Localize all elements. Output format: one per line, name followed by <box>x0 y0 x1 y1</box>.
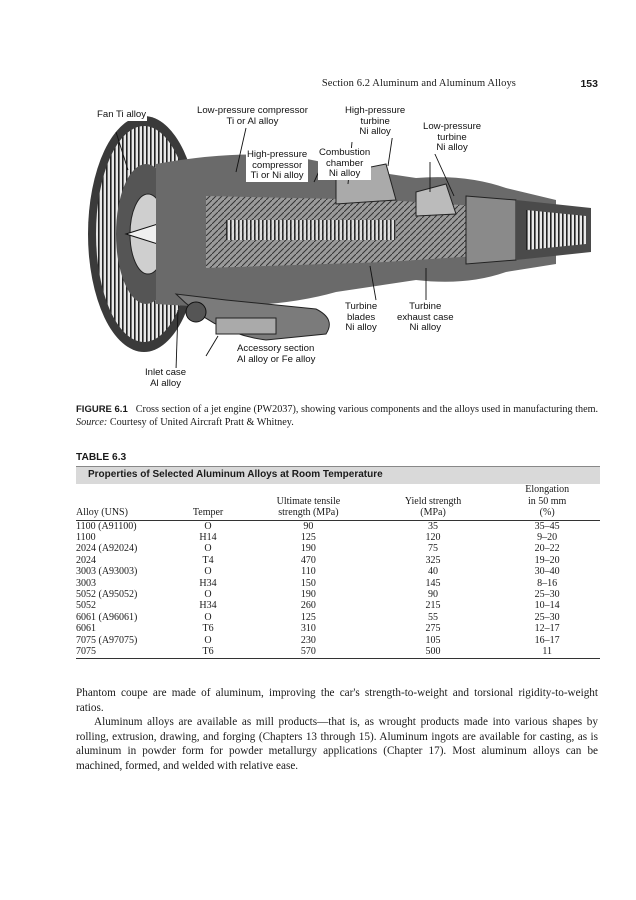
section-title: Section 6.2 Aluminum and Aluminum Alloys <box>321 78 516 89</box>
header-temper <box>171 484 245 520</box>
cell-alloy: 1100 (A91100) <box>76 520 137 532</box>
cell-alloy: 3003 (A93003) <box>76 566 138 578</box>
cell-yield: 55 <box>428 611 439 623</box>
cell-alloy: 2024 (A92024) <box>76 543 138 555</box>
cell-temper: O <box>204 520 212 532</box>
cell-uts: 150 <box>300 577 316 589</box>
table-row <box>76 635 600 646</box>
callout-hp-compressor-line-2: compressor <box>252 159 303 171</box>
table-label: TABLE 6.3 <box>76 452 127 463</box>
cell-temper: O <box>204 634 212 646</box>
figure-caption-text: Cross section of a jet engine (PW2037), showing various components and the alloys used in manufacturing them. <box>135 404 599 415</box>
callout-accessory-line-2: Al alloy or Fe alloy <box>237 353 316 365</box>
callout-turbine-blades-line-2: blades <box>346 311 376 323</box>
cell-elongation: 30–40 <box>534 566 560 578</box>
header-uts-line-2: strength (MPa) <box>278 507 339 518</box>
table-row <box>76 623 600 634</box>
callout-fan-text: Fan Ti alloy <box>97 109 147 120</box>
cell-temper: O <box>204 611 212 623</box>
callout-hp-turbine <box>344 106 406 138</box>
callout-hp-compressor-line-1: High-pressure <box>247 149 308 160</box>
cell-uts: 190 <box>300 543 316 555</box>
callout-lp-compressor-line-2: Ti or Al alloy <box>226 115 279 127</box>
cell-yield: 325 <box>425 554 441 566</box>
table-row <box>76 589 600 600</box>
figure-caption <box>76 403 600 429</box>
cell-elongation: 20–22 <box>534 543 560 555</box>
cell-temper: O <box>204 588 212 600</box>
callout-combustion <box>318 148 371 180</box>
table-row <box>76 532 600 543</box>
header-alloy-text: Alloy (UNS) <box>76 507 128 518</box>
cell-uts: 230 <box>300 634 316 646</box>
paragraph-1: Phantom coupe are made of aluminum, improving the car's strength-to-weight and torsional rigidity-to-weight ratios. <box>76 687 598 714</box>
callout-turbine-blades <box>344 302 378 334</box>
header-yield-line-2: (MPa) <box>420 507 446 518</box>
callout-hp-turbine-line-1: High-pressure <box>345 105 406 116</box>
callout-fan <box>96 110 147 121</box>
cell-yield: 90 <box>428 588 439 600</box>
jet-engine-figure <box>86 104 596 400</box>
cell-elongation: 16–17 <box>534 634 560 646</box>
cell-temper: O <box>204 543 212 555</box>
cell-temper: H14 <box>199 531 217 543</box>
callout-hp-compressor-line-3: Ti or Ni alloy <box>250 170 304 181</box>
callout-combustion-line-1: Combustion <box>319 147 371 158</box>
figure-caption-label: FIGURE 6.1 <box>76 404 128 415</box>
callout-lp-turbine <box>422 122 482 154</box>
cell-uts: 310 <box>300 623 316 635</box>
callout-combustion-line-2: chamber <box>325 157 364 169</box>
table-row <box>76 612 600 623</box>
cell-temper: T6 <box>171 646 245 659</box>
cell-yield: 35 <box>428 520 439 532</box>
cell-uts: 470 <box>300 554 316 566</box>
table-row <box>76 543 600 554</box>
callout-accessory-section <box>236 344 316 365</box>
paragraph-2: Aluminum alloys are available as mill products—that is, as wrought products made into various shapes by rolling, extrusion, drawing, and forging (Chapters 13 through 15). Aluminum ingots are available for casting, as is aluminum in powder form for powder metallurgy applications (Chapter 17). Most aluminum alloys can be machined, formed, and welded with relative ease. <box>76 716 598 772</box>
header-elongation-line-2: in 50 mm <box>527 495 567 507</box>
cell-uts: 90 <box>303 520 314 532</box>
callout-combustion-line-3: Ni alloy <box>328 168 361 179</box>
cell-temper: O <box>204 566 212 578</box>
callout-turbine-blades-line-1: Turbine <box>345 301 378 312</box>
cell-alloy: 7075 <box>76 646 171 659</box>
cell-elongation: 8–16 <box>537 577 558 589</box>
header-yield <box>372 484 495 520</box>
cell-alloy: 5052 (A95052) <box>76 588 138 600</box>
cell-elongation: 19–20 <box>534 554 560 566</box>
cell-uts: 570 <box>245 646 372 659</box>
callout-inlet-line-1: Inlet case <box>145 367 187 378</box>
header-elongation-line-3: (%) <box>539 507 555 518</box>
header-yield-line-1: Yield strength <box>404 495 462 507</box>
cell-temper: H34 <box>199 577 217 589</box>
cell-elongation: 25–30 <box>534 588 560 600</box>
callout-inlet-line-2: Al alloy <box>150 377 181 389</box>
table-row <box>76 520 600 532</box>
cell-elongation: 9–20 <box>537 531 558 543</box>
header-elongation <box>494 484 600 520</box>
cell-alloy: 5052 <box>76 600 96 612</box>
cell-yield: 75 <box>428 543 439 555</box>
cell-temper: H34 <box>199 600 217 612</box>
callout-lp-turbine-line-1: Low-pressure <box>423 121 482 132</box>
alloy-properties-table <box>76 466 600 659</box>
callout-inlet-case <box>144 368 187 389</box>
page-number: 153 <box>580 78 598 90</box>
table-row <box>76 566 600 577</box>
cell-uts: 125 <box>300 611 316 623</box>
cell-yield: 215 <box>425 600 441 612</box>
cell-elongation: 11 <box>494 646 600 659</box>
cell-alloy: 3003 <box>76 577 96 589</box>
callout-exhaust-case-line-2: exhaust case <box>397 311 454 323</box>
callout-hp-turbine-line-3: Ni alloy <box>359 126 391 137</box>
cell-temper: T6 <box>202 623 214 635</box>
table-row <box>76 646 600 659</box>
header-uts <box>245 484 372 520</box>
cell-yield: 105 <box>425 634 441 646</box>
callout-hp-compressor <box>246 150 308 182</box>
callout-accessory-line-1: Accessory section <box>237 343 315 354</box>
figure-caption-source: Courtesy of United Aircraft Pratt & Whitney. <box>107 417 294 429</box>
cell-elongation: 12–17 <box>534 623 560 635</box>
callout-exhaust-case-line-1: Turbine <box>409 301 442 312</box>
table-title: Properties of Selected Aluminum Alloys at Room Temperature <box>88 469 383 480</box>
cell-alloy: 2024 <box>76 554 96 566</box>
callout-hp-turbine-line-2: turbine <box>360 115 390 127</box>
cell-temper: T4 <box>202 554 214 566</box>
cell-yield: 145 <box>425 577 441 589</box>
callout-lp-turbine-line-2: turbine <box>437 131 467 143</box>
table-header-row <box>76 484 600 520</box>
alloy-table <box>76 484 600 659</box>
body-text <box>76 686 598 774</box>
cell-alloy: 6061 (A96061) <box>76 611 138 623</box>
header-elongation-line-1: Elongation <box>525 484 570 495</box>
cell-elongation: 35–45 <box>534 520 560 532</box>
callout-turbine-blades-line-3: Ni alloy <box>345 322 377 333</box>
cell-yield: 500 <box>372 646 495 659</box>
cell-yield: 275 <box>425 623 441 635</box>
running-head <box>0 78 598 92</box>
cell-elongation: 10–14 <box>534 600 560 612</box>
header-uts-line-1: Ultimate tensile <box>276 495 341 507</box>
cell-alloy: 7075 (A97075) <box>76 634 138 646</box>
cell-elongation: 25–30 <box>534 611 560 623</box>
callout-exhaust-case <box>396 302 455 334</box>
callout-lp-compressor <box>196 106 309 127</box>
cell-yield: 120 <box>425 531 441 543</box>
cell-alloy: 1100 <box>76 531 96 543</box>
cell-uts: 110 <box>301 566 316 578</box>
cell-uts: 190 <box>300 588 316 600</box>
figure-caption-source-label: Source: <box>76 417 108 429</box>
callout-exhaust-case-line-3: Ni alloy <box>409 322 441 333</box>
cell-alloy: 6061 <box>76 623 96 635</box>
table-title-bar <box>76 466 600 484</box>
table-row <box>76 578 600 589</box>
header-alloy <box>76 484 171 520</box>
table-row <box>76 555 600 566</box>
cell-yield: 40 <box>428 566 439 578</box>
cell-uts: 125 <box>300 531 316 543</box>
cell-uts: 260 <box>300 600 316 612</box>
header-temper-text: Temper <box>192 507 224 518</box>
table-row <box>76 600 600 611</box>
callout-lp-compressor-line-1: Low-pressure compressor <box>197 105 308 116</box>
callout-lp-turbine-line-3: Ni alloy <box>436 142 468 153</box>
